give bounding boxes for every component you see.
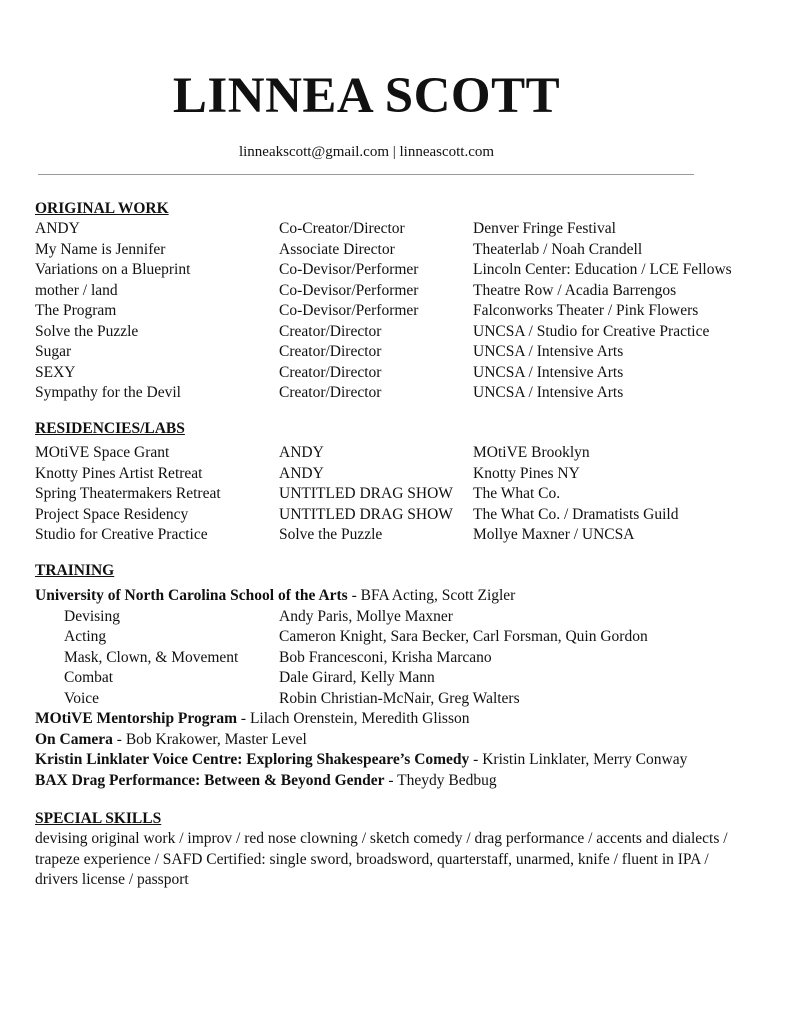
- role: ANDY: [279, 464, 324, 482]
- section-title-original-work: ORIGINAL WORK: [35, 200, 169, 217]
- training-discipline-row: [0, 627, 791, 648]
- discipline: Acting: [64, 628, 107, 645]
- contact-info: linneakscott@gmail.com | linneascott.com: [238, 144, 495, 160]
- list-item: [0, 443, 791, 464]
- venue: UNCSA / Intensive Arts: [473, 343, 624, 360]
- program-name: MOtiVE Mentorship Program: [35, 710, 238, 727]
- venue: Mollye Maxner / UNCSA: [473, 526, 635, 543]
- work-title: Sympathy for the Devil: [35, 384, 181, 401]
- role: UNTITLED DRAG SHOW: [279, 485, 453, 502]
- work-title: MOtiVE Space Grant: [35, 444, 170, 461]
- instructors: Cameron Knight, Sara Becker, Carl Forsman, Quin Gordon: [279, 628, 648, 645]
- work-title: The Program: [35, 302, 117, 319]
- discipline: Mask, Clown, & Movement: [64, 648, 239, 666]
- work-title: Variations on a Blueprint: [35, 261, 191, 278]
- list-item: [0, 260, 791, 281]
- venue: Falconworks Theater / Pink Flowers: [473, 302, 699, 319]
- venue: UNCSA / Intensive Arts: [473, 384, 624, 401]
- list-item: [0, 301, 791, 322]
- work-title: My Name is Jennifer: [35, 240, 166, 258]
- venue: UNCSA / Intensive Arts: [473, 363, 624, 381]
- residencies-list: [0, 443, 791, 546]
- program-detail: - Kristin Linklater, Merry Conway: [469, 751, 688, 768]
- role: UNTITLED DRAG SHOW: [279, 505, 453, 523]
- list-item: [0, 505, 791, 526]
- program-detail: - Theydy Bedbug: [384, 771, 497, 789]
- work-title: Sugar: [35, 343, 72, 360]
- training-program: [0, 730, 791, 751]
- role: Solve the Puzzle: [279, 526, 383, 543]
- training-discipline-row: [0, 607, 791, 628]
- role: Co-Devisor/Performer: [279, 302, 419, 319]
- role: Co-Devisor/Performer: [279, 261, 419, 278]
- role: ANDY: [279, 444, 324, 461]
- discipline: Combat: [64, 669, 114, 686]
- work-title: Studio for Creative Practice: [35, 526, 208, 543]
- list-item: [0, 363, 791, 384]
- training-discipline-row: [0, 668, 791, 689]
- venue: Knotty Pines NY: [473, 464, 580, 482]
- list-item: [0, 281, 791, 302]
- original-work-list: [0, 219, 791, 404]
- venue: Theatre Row / Acadia Barrengos: [473, 281, 677, 299]
- venue: Theaterlab / Noah Crandell: [473, 240, 643, 258]
- venue: UNCSA / Studio for Creative Practice: [473, 322, 710, 340]
- venue: MOtiVE Brooklyn: [473, 444, 590, 461]
- section-title-residencies: RESIDENCIES/LABS: [35, 420, 185, 437]
- instructors: Robin Christian-McNair, Greg Walters: [279, 689, 520, 707]
- role: Creator/Director: [279, 343, 382, 360]
- venue: Lincoln Center: Education / LCE Fellows: [473, 261, 732, 278]
- work-title: Solve the Puzzle: [35, 322, 139, 340]
- discipline: Voice: [64, 689, 100, 707]
- role: Creator/Director: [279, 322, 382, 340]
- role: Creator/Director: [279, 384, 382, 401]
- discipline: Devising: [64, 607, 120, 625]
- work-title: Knotty Pines Artist Retreat: [35, 464, 203, 482]
- section-title-special-skills: SPECIAL SKILLS: [35, 810, 162, 827]
- school-name: University of North Carolina School of the Arts: [35, 587, 348, 604]
- list-item: [0, 322, 791, 343]
- list-item: [0, 484, 791, 505]
- venue: Denver Fringe Festival: [473, 220, 616, 237]
- instructors: Dale Girard, Kelly Mann: [279, 669, 435, 686]
- list-item: [0, 525, 791, 546]
- instructors: Andy Paris, Mollye Maxner: [279, 607, 453, 625]
- work-title: mother / land: [35, 281, 118, 299]
- list-item: [0, 219, 791, 240]
- list-item: [0, 240, 791, 261]
- work-title: Project Space Residency: [35, 505, 189, 523]
- special-skills-text: devising original work / improv / red nose clowning / sketch comedy / drag performance / accents and dialects / trapeze experience / SAFD Certified: single sword, broadsword, quarterstaff, unarmed, knife / fluent in IPA / drivers license / passport: [35, 830, 728, 888]
- list-item: [0, 464, 791, 485]
- role: Co-Devisor/Performer: [279, 281, 419, 299]
- training-list: [0, 586, 791, 791]
- role: Co-Creator/Director: [279, 220, 405, 237]
- program-detail: - Lilach Orenstein, Meredith Glisson: [237, 710, 470, 727]
- training-program: [0, 709, 791, 730]
- training-program: [0, 771, 791, 792]
- program-detail: - Bob Krakower, Master Level: [112, 730, 307, 748]
- list-item: [0, 342, 791, 363]
- program-name: On Camera: [35, 730, 113, 748]
- work-title: Spring Theatermakers Retreat: [35, 485, 221, 502]
- program-name: Kristin Linklater Voice Centre: Exploring Shakespeare’s Comedy: [35, 751, 470, 768]
- list-item: [0, 383, 791, 404]
- work-title: SEXY: [35, 363, 76, 381]
- resume-name: LINNEA SCOTT: [172, 68, 561, 124]
- venue: The What Co. / Dramatists Guild: [473, 505, 679, 523]
- section-title-training: TRAINING: [35, 562, 115, 579]
- work-title: ANDY: [35, 220, 80, 237]
- training-discipline-row: [0, 648, 791, 669]
- training-school: [0, 586, 791, 607]
- training-discipline-row: [0, 689, 791, 710]
- role: Associate Director: [279, 240, 395, 258]
- header-divider: [38, 174, 694, 175]
- role: Creator/Director: [279, 363, 382, 381]
- instructors: Bob Francesconi, Krisha Marcano: [279, 648, 492, 666]
- venue: The What Co.: [473, 485, 561, 502]
- program-name: BAX Drag Performance: Between & Beyond Gender: [35, 771, 385, 789]
- school-detail: - BFA Acting, Scott Zigler: [347, 587, 516, 604]
- training-program: [0, 750, 791, 771]
